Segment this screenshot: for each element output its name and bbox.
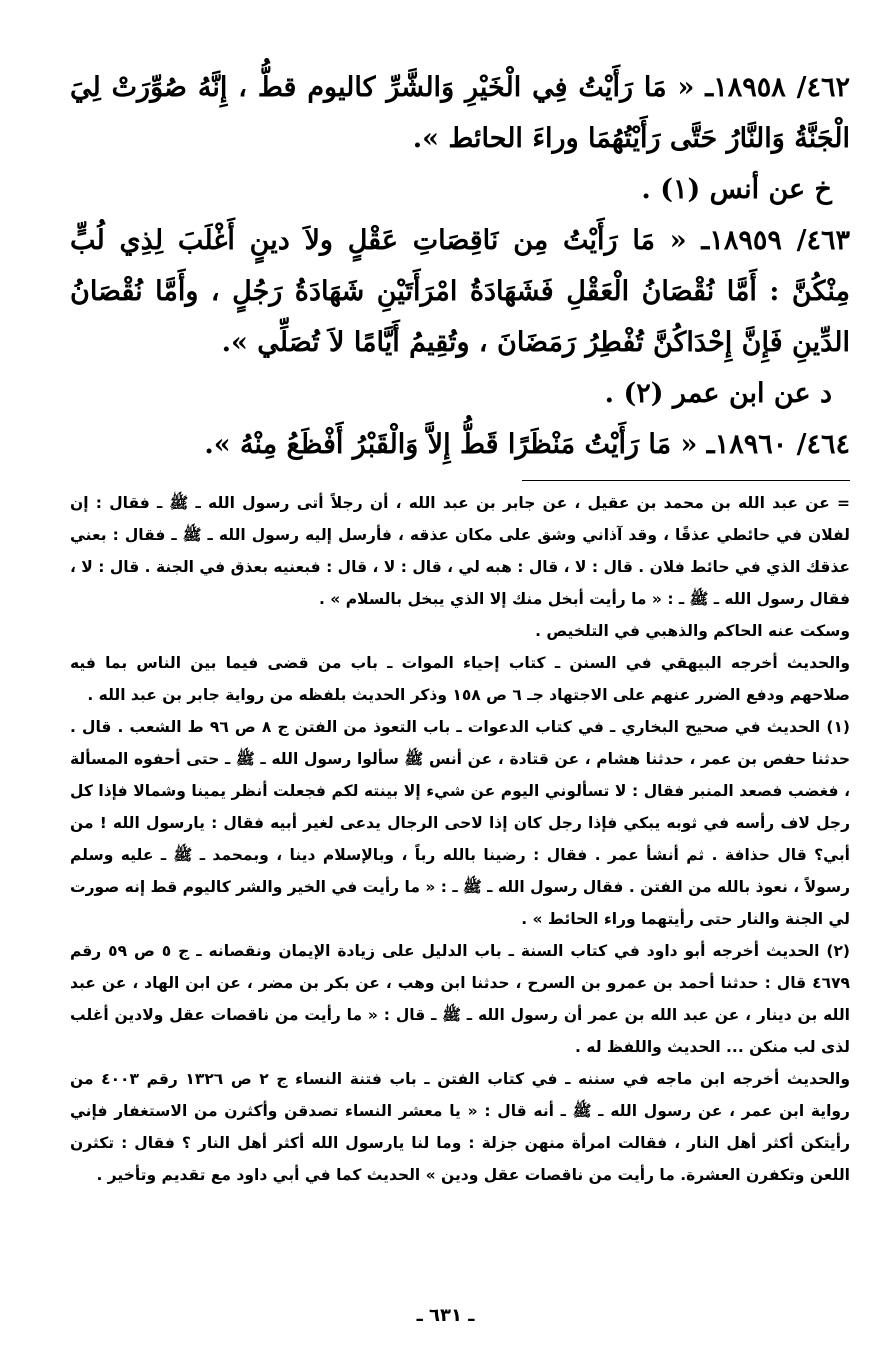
- page-number: ـ ٦٣١ ـ: [416, 1305, 475, 1326]
- main-text: [70, 62, 850, 470]
- footnote-1: (١) الحديث في صحيح البخاري ـ في كتاب الدعوات ـ باب التعوذ من الفتن ج ٨ ص ٩٦ ط الشعب . قال . حدثنا حفص بن عمر ، حدثنا هشام ، عن قتادة ، عن أنس ﷺ سألوا رسول الله ـ ﷺ ـ حتى أحفوه المسألة ، فغضب فصعد المنبر فقال : لا تسألوني اليوم عن شيء إلا بينته لكم فجعلت أنظر يمينا وشمالا فإذا كل رجل لاف رأسه في ثوبه يبكي فإذا رجل كان إذا لاحى الرجال يدعى لغير أبيه فقال : يارسول الله ! من أبي؟ قال حذافة . ثم أنشأ عمر . فقال : رضينا بالله رباً ، وبالإسلام دينا ، وبمحمد ـ ﷺ ـ عليه وسلم رسولاً ، نعوذ بالله من الفتن . فقال رسول الله ـ ﷺ ـ : « ما رأيت في الخير والشر كاليوم قط إنه صورت لي الجنة والنار حتى رأيتهما وراء الحائط » .: [70, 718, 850, 928]
- footnote-continuation-1: = عن عبد الله بن محمد بن عقيل ، عن جابر بن عبد الله ، أن رجلاً أتى رسول الله ـ ﷺ ـ فقال : إن لفلان في حائطي عذقًا ، وقد آذاني وشق على مكان عذقه ، فأرسل إليه رسول الله ـ ﷺ ـ فقال : بعني عذقك الذي في حائط فلان . قال : لا ، قال : هبه لي ، قال : لا ، قال : فبعنيه بعذق في الجنة . قال : لا ، فقال رسول الله ـ ﷺ ـ : « ما رأيت أبخل منك إلا الذي يبخل بالسلام » .: [70, 494, 850, 608]
- footnote-2-continuation: والحديث أخرجه ابن ماجه في سننه ـ في كتاب الفتن ـ باب فتنة النساء ج ٢ ص ١٣٢٦ رقم ٤٠٠٣ من رواية ابن عمر ، عن رسول الله ـ ﷺ ـ أنه قال : « يا معشر النساء تصدقن وأكثرن من الاستغفار فإني رأيتكن أكثر أهل النار ، فقالت امرأة منهن جزلة : وما لنا يارسول الله أكثر أهل النار ؟ فقال : تكثرن اللعن وتكفرن العشرة. ما رأيت من ناقصات عقل ودين » الحديث كما في أبي داود مع تقديم وتأخير .: [70, 1070, 850, 1184]
- footnote-continuation-3: والحديث أخرجه البيهقي في السنن ـ كتاب إحياء الموات ـ باب من قضى فيما بين الناس بما فيه صلاحهم ودفع الضرر عنهم على الاجتهاد جـ ٦ ص ١٥٨ وذكر الحديث بلفظه من رواية جابر بن عبد الله .: [70, 654, 850, 704]
- page: [70, 62, 850, 1191]
- hadith-463: ٤٦٣/ ١٨٩٥٩ـ « مَا رَأَيْتُ مِن نَاقِصَاتِ عَقْلٍ ولاَ دينٍ أَغْلَبَ لِذِي لُبٍّ مِنْكُنَّ : أَمَّا نُقْصَانُ الْعَقْلِ فَشَهَادَةُ امْرَأَتَيْنِ شَهَادَةُ رَجُلٍ ، وأَمَّا نُقْصَانُ الدِّينِ فَإِنَّ إِحْدَاكُنَّ تُفْطِرُ رَمَضَانَ ، وتُقِيمُ أَيَّامًا لاَ تُصَلِّي ».: [70, 225, 851, 358]
- footnotes: [70, 487, 850, 1191]
- footnote-2: (٢) الحديث أخرجه أبو داود في كتاب السنة ـ باب الدليل على زيادة الإيمان ونقصانه ـ ج ٥ ص ٥٩ رقم ٤٦٧٩ قال : حدثنا أحمد بن عمرو بن السرح ، حدثنا ابن وهب ، عن بكر بن مضر ، عن ابن الهاد ، عن عبد الله بن دينار ، عن عبد الله بن عمر أن رسول الله ـ ﷺ ـ قال : « ما رأيت من ناقصات عقل ولادين أغلب لذى لب منكن ... الحديث واللفظ له .: [70, 942, 851, 1056]
- source-463: د عن ابن عمر (٢) .: [604, 378, 832, 409]
- footnote-divider: [522, 480, 850, 481]
- source-462: خ عن أنس (١) .: [641, 174, 832, 205]
- hadith-464: ٤٦٤/ ١٨٩٦٠ـ « مَا رَأَيْتُ مَنْظَرًا قَطُّ إِلاَّ وَالْقَبْرُ أَفْظَعُ مِنْهُ ».: [204, 429, 850, 460]
- footnote-continuation-2: وسكت عنه الحاكم والذهبي في التلخيص .: [535, 622, 850, 640]
- hadith-462: ٤٦٢/ ١٨٩٥٨ـ « مَا رَأَيْتُ فِي الْخَيْرِ وَالشَّرِّ كاليوم قطُّ ، إِنَّهُ صُوِّرَتْ لِيَ الْجَنَّةُ وَالنَّارُ حَتَّى رَأَيْتُهُمَا وراءَ الحائط ».: [70, 72, 850, 154]
